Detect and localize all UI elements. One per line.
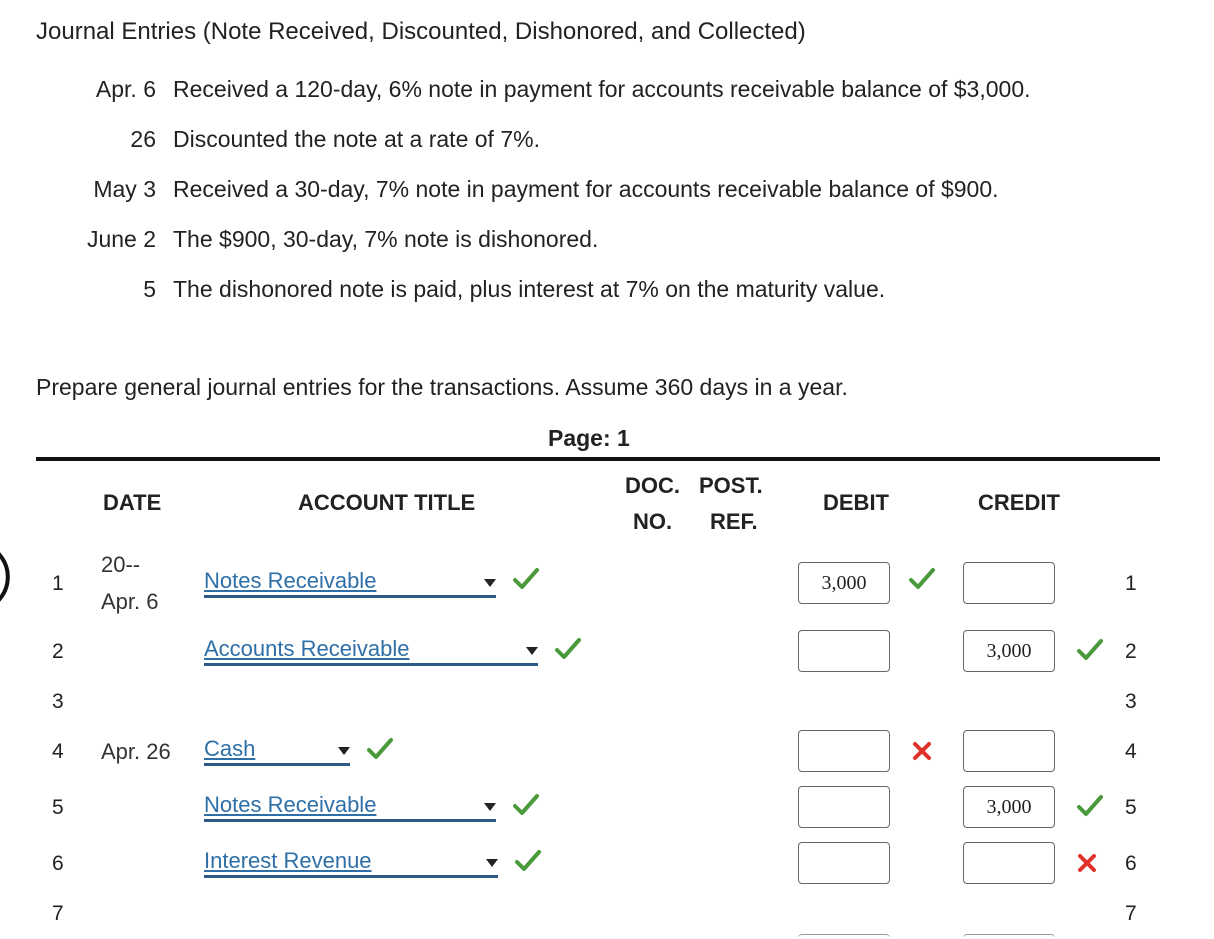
row-number-left: 2: [52, 640, 64, 663]
row-number-left: 7: [52, 902, 64, 925]
check-icon: [512, 792, 540, 818]
header-account-title: ACCOUNT TITLE: [298, 490, 476, 515]
date-cell: Apr. 26: [101, 739, 171, 764]
transaction-date: Apr. 6: [95, 76, 156, 102]
check-icon: [554, 636, 582, 662]
debit-input[interactable]: [798, 842, 890, 884]
transaction-text: Received a 120-day, 6% note in payment for accounts receivable balance of $3,000.: [173, 76, 1031, 102]
check-icon: [1076, 637, 1104, 663]
chevron-down-icon: [338, 747, 350, 755]
transaction-date: June 2: [86, 226, 156, 252]
chevron-down-icon: [526, 647, 538, 655]
account-select[interactable]: [204, 734, 350, 766]
account-select-label: Notes Receivable: [204, 567, 377, 593]
account-select-label: Cash: [204, 735, 256, 761]
row-number-right: 2: [1125, 640, 1137, 663]
header-credit: CREDIT: [978, 490, 1060, 515]
instructions: Prepare general journal entries for the transactions. Assume 360 days in a year.: [36, 374, 848, 400]
account-select[interactable]: [204, 634, 538, 666]
debit-input[interactable]: 3,000: [798, 562, 890, 604]
account-select[interactable]: [204, 566, 496, 598]
debit-input-partial[interactable]: [798, 934, 890, 939]
row-number-right: 7: [1125, 902, 1137, 925]
row-number-right: 4: [1125, 740, 1137, 763]
row-number-left: 1: [52, 572, 64, 595]
check-icon: [512, 566, 540, 592]
transaction-text: The $900, 30-day, 7% note is dishonored.: [173, 226, 599, 252]
credit-input[interactable]: [963, 562, 1055, 604]
header-post: POST.: [699, 473, 763, 498]
header-date: DATE: [103, 490, 162, 515]
credit-input-partial[interactable]: [963, 934, 1055, 939]
date-year: 20--: [101, 552, 141, 577]
row-number-right: 1: [1125, 572, 1137, 595]
credit-input[interactable]: [963, 730, 1055, 772]
transaction-text: The dishonored note is paid, plus interest at 7% on the maturity value.: [173, 276, 886, 302]
page-label: Page: 1: [548, 425, 630, 451]
account-select-label: Notes Receivable: [204, 791, 377, 817]
x-mark-icon: [911, 740, 933, 762]
account-select[interactable]: [204, 846, 498, 878]
header-ref: REF.: [710, 509, 758, 534]
credit-input[interactable]: 3,000: [963, 630, 1055, 672]
account-select-label: Interest Revenue: [204, 847, 372, 873]
chevron-down-icon: [484, 579, 496, 587]
row-number-left: 3: [52, 690, 64, 713]
row-number-right: 6: [1125, 852, 1137, 875]
header-debit: DEBIT: [823, 490, 889, 515]
debit-input[interactable]: [798, 730, 890, 772]
check-icon: [514, 848, 542, 874]
row-number-left: 4: [52, 740, 64, 763]
chevron-down-icon: [484, 803, 496, 811]
chevron-down-icon: [486, 859, 498, 867]
row-number-left: 5: [52, 796, 64, 819]
transaction-date: 26: [130, 126, 156, 152]
table-top-rule: [36, 457, 1160, 461]
debit-input[interactable]: [798, 630, 890, 672]
account-select-label: Accounts Receivable: [204, 635, 410, 661]
date-cell: Apr. 6: [101, 589, 159, 614]
check-icon: [366, 736, 394, 762]
transaction-text: Received a 30-day, 7% note in payment for accounts receivable balance of $900.: [173, 176, 999, 202]
transaction-date: 5: [143, 276, 156, 302]
row-number-right: 3: [1125, 690, 1137, 713]
account-select[interactable]: [204, 790, 496, 822]
x-mark-icon: [1076, 852, 1098, 874]
row-number-left: 6: [52, 852, 64, 875]
credit-input[interactable]: 3,000: [963, 786, 1055, 828]
transaction-date: May 3: [93, 176, 156, 202]
credit-input[interactable]: [963, 842, 1055, 884]
header-no: NO.: [633, 509, 673, 534]
problem-title: Journal Entries (Note Received, Discounted, Dishonored, and Collected): [36, 18, 806, 45]
transaction-text: Discounted the note at a rate of 7%.: [173, 126, 540, 152]
header-doc: DOC.: [625, 473, 680, 498]
row-number-right: 5: [1125, 796, 1137, 819]
check-icon: [1076, 793, 1104, 819]
check-icon: [908, 566, 936, 592]
circle-edge-icon: [0, 540, 20, 614]
debit-input[interactable]: [798, 786, 890, 828]
